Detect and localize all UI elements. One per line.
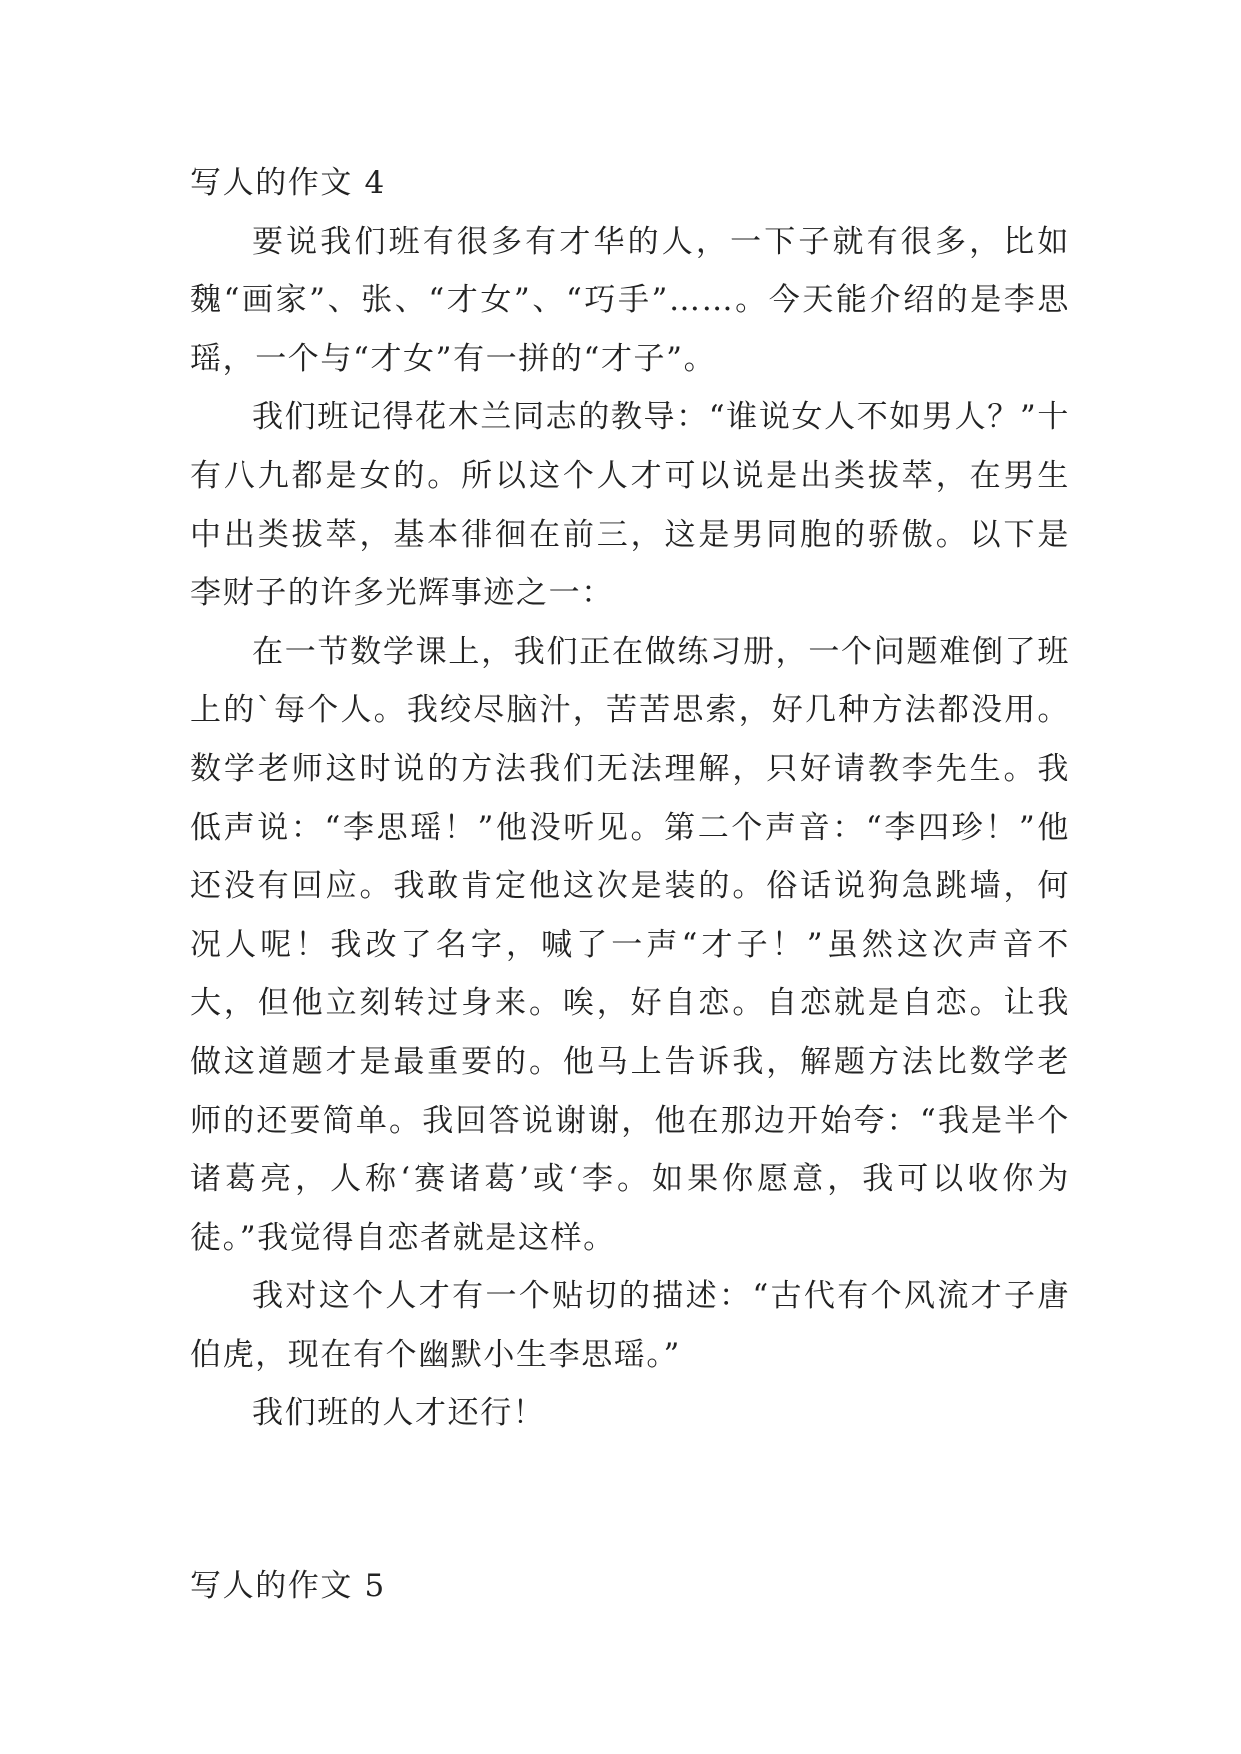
paragraph-description: 我对这个人才有一个贴切的描述：“古代有个风流才子唐伯虎，现在有个幽默小生李思瑶。” [190,1278,1070,1373]
document-body [190,154,1070,1616]
paragraph-math-class: 在一节数学课上，我们正在做练习册，一个问题难倒了班上的`每个人。我绞尽脑汁，苦苦思索，好几种方法都没用。数学老师这时说的方法我们无法理解，只好请教李先生。我低声说：“李思瑶！”他没听见。第二个声音：“李四珍！”他还没有回应。我敢肯定他这次是装的。俗话说狗急跳墙，何况人呢！我改了名字，喊了一声“才子！”虽然这次声音不大，但他立刻转过身来。唉，好自恋。自恋就是自恋。让我做这道题才是最重要的。他马上告诉我，解题方法比数学老师的还要简单。我回答说谢谢，他在那边开始夸：“我是半个诸葛亮，人称‘赛诸葛’或‘李。如果你愿意，我可以收你为徒。”我觉得自恋者就是这样。 [190,633,1070,1256]
paragraph-mulan: 我们班记得花木兰同志的教导：“谁说女人不如男人？”十有八九都是女的。所以这个人才可以说是出类拔萃，在男生中出类拔萃，基本徘徊在前三，这是男同胞的骄傲。以下是李财子的许多光辉事迹之一： [190,399,1070,612]
paragraph-conclusion: 我们班的人才还行！ [252,1395,546,1432]
essay-heading-5: 写人的作文 5 [190,1568,386,1605]
paragraph-intro: 要说我们班有很多有才华的人，一下子就有很多，比如魏“画家”、张、“才女”、“巧手”……。今天能介绍的是李思瑶，一个与“才女”有一拼的“才子”。 [190,223,1070,377]
essay-heading-4: 写人的作文 4 [190,165,386,201]
